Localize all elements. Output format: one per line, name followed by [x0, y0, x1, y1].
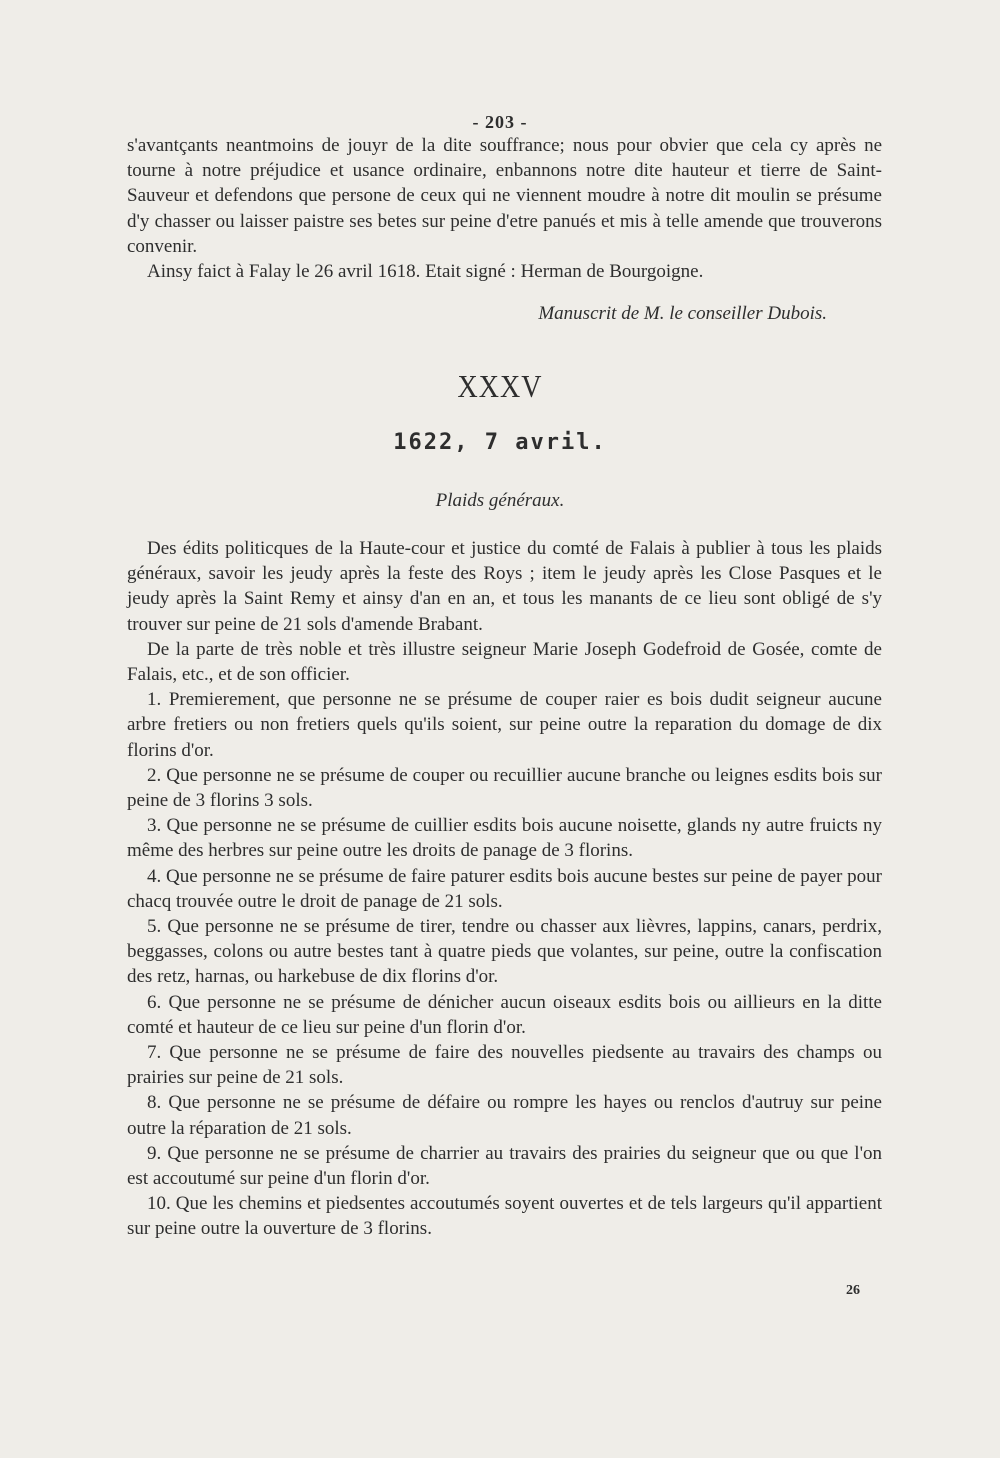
signed-line: Ainsy faict à Falay le 26 avril 1618. Etait signé : Herman de Bourgoigne. — [147, 261, 704, 283]
article-9: 9. Que personne ne se présume de charrier au travairs des prairies du seigneur que ou que l'on est accoutumé sur peine d'un florin d'or. — [127, 1142, 882, 1190]
continued-paragraph-text: s'avantçants neantmoins de jouyr de la dite souffrance; nous pour obvier que cela cy après ne tourne à notre préjudice et usance ordinaire, enbannons notre dite hauteur et tierre de Saint-Sauveur et defendons que persone de ceux qui ne viennent moudre à notre dit moulin se présume d'y chasser ou laisser paistre ses betes sur peine d'etre panués et mis à telle amende que trouverons convenir. — [127, 135, 882, 257]
article-4: 4. Que personne ne se présume de faire paturer esdits bois aucune bestes sur peine de payer pour chacq trouvée outre le droit de panage de 21 sols. — [127, 865, 882, 912]
article-6: 6. Que personne ne se présume de dénicher aucun oiseaux esdits bois ou aillieurs en la ditte comté et hauteur de ce lieu sur peine d'un florin d'or. — [127, 991, 882, 1038]
signature-mark: 26 — [846, 1283, 860, 1298]
date-heading: 1622, 7 avril. — [393, 430, 607, 455]
intro-paragraph: Des édits politicques de la Haute-cour et justice du comté de Falais à publier à tous les plaids généraux, savoir les jeudy après la feste des Roys ; item le jeudy après les Close Pasques et le jeudy après la Saint Remy et ainsy d'an en an, et tous les manants de ce lieu sont obligé de s'y trouver sur peine de 21 sols d'amende Brabant. — [127, 538, 882, 635]
article-1: 1. Premierement, que personne ne se présume de couper raier es bois dudit seigneur aucune arbre fretiers ou non fretiers quels qu'ils soient, sur peine outre la reparation du domage de dix florins d'or. — [127, 689, 882, 761]
section-subtitle: Plaids généraux. — [435, 490, 565, 511]
article-7: 7. Que personne ne se présume de faire des nouvelles piedsente au travairs des champs ou prairies sur peine de 21 sols. — [127, 1042, 882, 1089]
edict-body — [127, 536, 882, 1242]
continued-paragraph — [127, 133, 882, 284]
article-5: 5. Que personne ne se présume de tirer, tendre ou chasser aux lièvres, lappins, canars, perdrix, beggasses, colons ou autre bestes tant à quatre pieds que volantes, sur peine, outre la confiscation des retz, harnas, ou harkebuse de dix florins d'or. — [127, 916, 882, 988]
article-2: 2. Que personne ne se présume de couper ou recuillier aucune branche ou leignes esdits bois sur peine de 3 florins 3 sols. — [127, 764, 882, 812]
article-3: 3. Que personne ne se présume de cuillier esdits bois aucune noisette, glands ny autre fruicts ny même des herbres sur peine outre les droits de panage de 3 florins. — [127, 815, 882, 862]
section-number: XXXV — [457, 369, 543, 406]
article-10: 10. Que les chemins et piedsentes accoutumés soyent ouvertes et de tels largeurs qu'il appartient sur peine outre la ouverture de 3 florins. — [127, 1193, 882, 1240]
article-8: 8. Que personne ne se présume de défaire ou rompre les hayes ou renclos d'autruy sur peine outre la réparation de 21 sols. — [127, 1092, 882, 1139]
source-citation: Manuscrit de M. le conseiller Dubois. — [538, 303, 827, 324]
page-number: - 203 - — [472, 112, 528, 132]
preamble-paragraph: De la parte de très noble et très illustre seigneur Marie Joseph Godefroid de Gosée, comte de Falais, etc., et de son officier. — [127, 638, 882, 686]
